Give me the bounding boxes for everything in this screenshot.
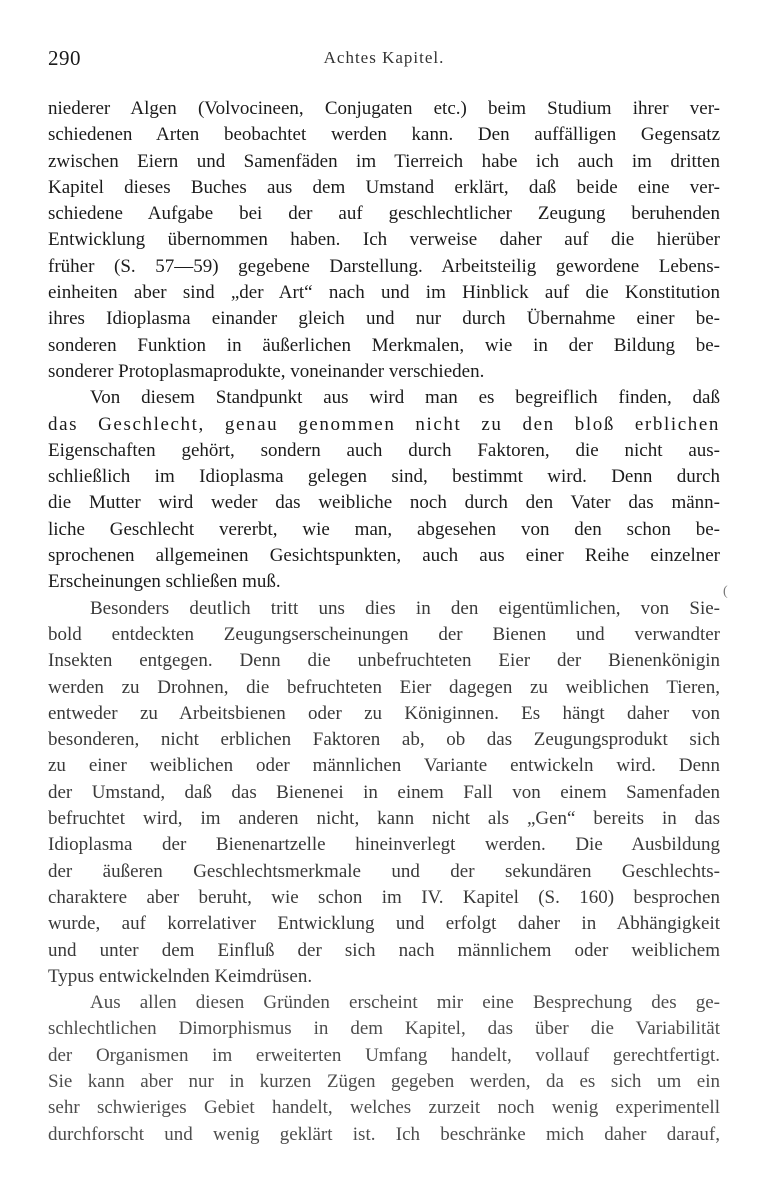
paragraph-2: [48, 385, 720, 595]
text-line: sonderen Funktion in äußerlichen Merkmalen, wie in der Bildung be-: [48, 334, 720, 356]
text-line: sehr schwieriges Gebiet handelt, welches zurzeit noch wenig experimentell: [48, 1097, 720, 1119]
text-line: niederer Algen (Volvocineen, Conjugaten etc.) beim Studium ihrer ver-: [48, 98, 720, 119]
text-line: ihres Idioplasma einander gleich und nur durch Übernahme einer be-: [48, 308, 720, 330]
text-line: Von diesem Standpunkt aus wird man es begreiflich finden, daß: [90, 387, 720, 409]
text-line: bold entdeckten Zeugungserscheinungen der Bienen und verwandter: [48, 623, 720, 645]
text-line: sprochenen allgemeinen Gesichtspunkten, auch aus einer Reihe einzelner: [48, 545, 720, 567]
text-line: Erscheinungen schließen muß.: [48, 571, 281, 593]
text-line: Sie kann aber nur in kurzen Zügen gegeben werden, da es sich um ein: [48, 1070, 720, 1092]
text-line: schiedenen Arten beobachtet werden kann. Den auffälligen Gegensatz: [48, 124, 720, 146]
text-line: Idioplasma der Bienenartzelle hineinverlegt werden. Die Ausbildung: [48, 834, 720, 856]
text-line: schlechtlichen Dimorphismus in dem Kapitel, das über die Variabilität: [48, 1018, 720, 1040]
text-line: Aus allen diesen Gründen erscheint mir eine Besprechung des ge-: [90, 992, 720, 1014]
text-line: werden zu Drohnen, die befruchteten Eier dagegen zu weiblichen Tieren,: [48, 676, 720, 698]
paragraph-4: [48, 990, 720, 1148]
text-line: das Geschlecht, genau genommen nicht zu den bloß erblichen: [48, 413, 720, 435]
text-line: schließlich im Idioplasma gelegen sind, bestimmt wird. Denn durch: [48, 466, 720, 488]
text-line: entweder zu Arbeitsbienen oder zu Königinnen. Es hängt daher von: [48, 702, 720, 724]
text-line: sonderer Protoplasmaprodukte, voneinander verschieden.: [48, 360, 485, 382]
text-line: Typus entwickelnden Keimdrüsen.: [48, 965, 313, 987]
text-line: befruchtet wird, im anderen nicht, kann nicht als „Gen“ bereits in das: [48, 808, 720, 830]
text-line: schiedene Aufgabe bei der auf geschlechtlicher Zeugung beruhenden: [48, 203, 720, 225]
text-line: der Organismen im erweiterten Umfang handelt, vollauf gerechtfertigt.: [48, 1044, 720, 1066]
page-number: 290: [48, 46, 81, 70]
text-line: liche Geschlecht vererbt, wie man, abgesehen von den schon be-: [48, 518, 720, 540]
text-line: wurde, auf korrelativer Entwicklung und erfolgt daher in Abhängigkeit: [48, 913, 720, 935]
text-line: charaktere aber beruht, wie schon im IV. Kapitel (S. 160) besprochen: [48, 886, 720, 908]
text-line: Kapitel dieses Buches aus dem Umstand erklärt, daß beide eine ver-: [48, 176, 720, 198]
text-line: die Mutter wird weder das weibliche noch durch den Vater das männ-: [48, 492, 720, 514]
text-line: zwischen Eiern und Samenfäden im Tierreich habe ich auch im dritten: [48, 150, 720, 172]
text-line: Entwicklung übernommen haben. Ich verweise daher auf die hierüber: [48, 229, 720, 251]
text-line: Eigenschaften gehört, sondern auch durch Faktoren, die nicht aus-: [48, 439, 720, 461]
text-line: der Umstand, daß das Bienenei in einem Fall von einem Samenfaden: [48, 781, 720, 803]
body-text: [48, 96, 720, 1148]
text-line: zu einer weiblichen oder männlichen Variante entwickeln wird. Denn: [48, 755, 720, 777]
text-line: früher (S. 57—59) gegebene Darstellung. Arbeitsteilig gewordene Lebens-: [48, 255, 720, 277]
chapter-title: Achtes Kapitel.: [323, 48, 445, 67]
text-line: der äußeren Geschlechtsmerkmale und der sekundären Geschlechts-: [48, 860, 720, 882]
text-line: Insekten entgegen. Denn die unbefruchteten Eier der Bienenkönigin: [48, 650, 720, 672]
margin-mark: (: [723, 584, 728, 599]
text-line: Besonders deutlich tritt uns dies in den eigentümlichen, von Sie-: [90, 597, 720, 619]
text-line: durchforscht und wenig geklärt ist. Ich beschränke mich daher darauf,: [48, 1123, 720, 1145]
paragraph-3: [48, 596, 720, 990]
text-line: einheiten aber sind „der Art“ nach und im Hinblick auf die Konstitution: [48, 282, 720, 304]
running-head: [48, 46, 720, 74]
paragraph-1: [48, 96, 720, 385]
text-line: und unter dem Einfluß der sich nach männlichem oder weiblichem: [48, 939, 720, 961]
text-line: besonderen, nicht erblichen Faktoren ab, ob das Zeugungsprodukt sich: [48, 729, 720, 751]
